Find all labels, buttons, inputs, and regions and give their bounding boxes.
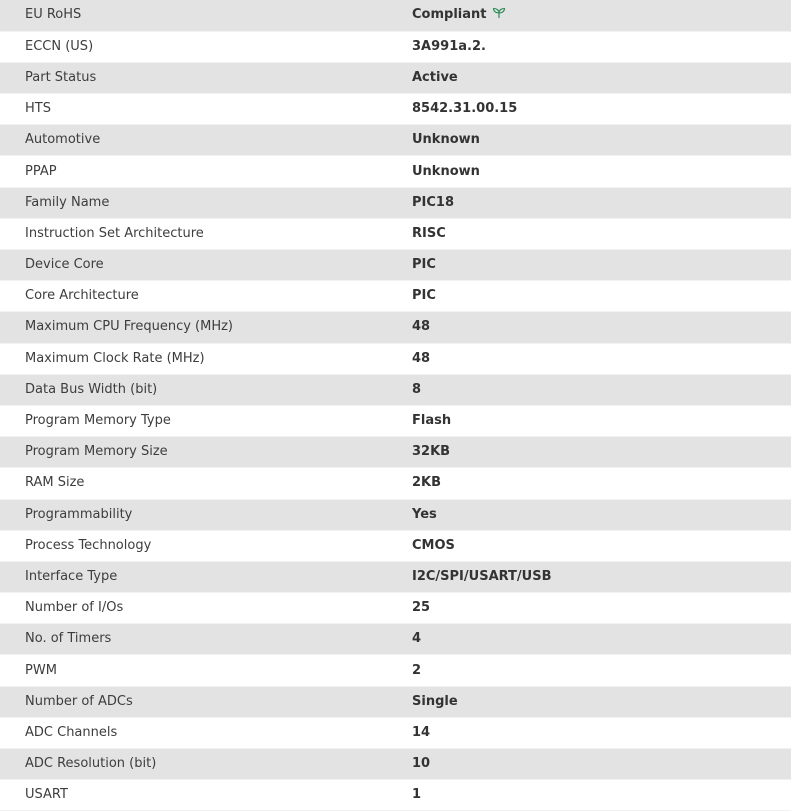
table-row: [0, 156, 791, 187]
table-row: [0, 499, 791, 530]
spec-label: Data Bus Width (bit): [0, 374, 412, 405]
spec-label: PWM: [0, 655, 412, 686]
spec-label: EU RoHS: [0, 0, 412, 31]
spec-value: 25: [412, 593, 791, 624]
table-row: [0, 31, 791, 62]
spec-value: 2: [412, 655, 791, 686]
spec-value: Active: [412, 62, 791, 93]
spec-value: CMOS: [412, 530, 791, 561]
table-row: [0, 655, 791, 686]
table-row: [0, 437, 791, 468]
table-row: [0, 250, 791, 281]
table-row: [0, 561, 791, 592]
spec-label: HTS: [0, 94, 412, 125]
spec-value: [412, 0, 791, 31]
spec-value: 3A991a.2.: [412, 31, 791, 62]
spec-value: Unknown: [412, 125, 791, 156]
table-row: [0, 749, 791, 780]
table-row: [0, 717, 791, 748]
table-row: [0, 0, 791, 31]
spec-value: Single: [412, 686, 791, 717]
table-row: [0, 593, 791, 624]
spec-value: Unknown: [412, 156, 791, 187]
spec-value: 8542.31.00.15: [412, 94, 791, 125]
spec-label: PPAP: [0, 156, 412, 187]
spec-label: Number of I/Os: [0, 593, 412, 624]
spec-label: ADC Channels: [0, 717, 412, 748]
spec-value: 1: [412, 780, 791, 811]
spec-label: Program Memory Size: [0, 437, 412, 468]
spec-label: ECCN (US): [0, 31, 412, 62]
table-row: [0, 686, 791, 717]
spec-value: 10: [412, 749, 791, 780]
spec-value: 48: [412, 343, 791, 374]
spec-label: Maximum Clock Rate (MHz): [0, 343, 412, 374]
table-row: [0, 218, 791, 249]
spec-label: Programmability: [0, 499, 412, 530]
spec-label: Interface Type: [0, 561, 412, 592]
table-row: [0, 94, 791, 125]
spec-value: 14: [412, 717, 791, 748]
spec-label: Automotive: [0, 125, 412, 156]
table-row: [0, 62, 791, 93]
spec-label: ADC Resolution (bit): [0, 749, 412, 780]
spec-value: PIC: [412, 281, 791, 312]
spec-value: 32KB: [412, 437, 791, 468]
spec-value: I2C/SPI/USART/USB: [412, 561, 791, 592]
spec-label: Core Architecture: [0, 281, 412, 312]
spec-value-text: Compliant: [412, 7, 487, 23]
spec-label: Process Technology: [0, 530, 412, 561]
spec-label: No. of Timers: [0, 624, 412, 655]
table-row: [0, 187, 791, 218]
spec-value: 2KB: [412, 468, 791, 499]
spec-label: Maximum CPU Frequency (MHz): [0, 312, 412, 343]
spec-label: Part Status: [0, 62, 412, 93]
table-row: [0, 405, 791, 436]
spec-label: Family Name: [0, 187, 412, 218]
spec-label: Number of ADCs: [0, 686, 412, 717]
table-row: [0, 343, 791, 374]
table-row: [0, 125, 791, 156]
spec-value: 8: [412, 374, 791, 405]
table-row: [0, 281, 791, 312]
spec-value: Flash: [412, 405, 791, 436]
table-row: [0, 312, 791, 343]
spec-value: PIC18: [412, 187, 791, 218]
table-row: [0, 780, 791, 811]
spec-value: Yes: [412, 499, 791, 530]
table-row: [0, 468, 791, 499]
table-row: [0, 530, 791, 561]
table-row: [0, 624, 791, 655]
table-row: [0, 374, 791, 405]
spec-label: Program Memory Type: [0, 405, 412, 436]
leaf-icon: [492, 7, 506, 19]
spec-value: RISC: [412, 218, 791, 249]
spec-value: PIC: [412, 250, 791, 281]
spec-value: 4: [412, 624, 791, 655]
spec-value: 48: [412, 312, 791, 343]
spec-label: Device Core: [0, 250, 412, 281]
spec-label: USART: [0, 780, 412, 811]
spec-label: RAM Size: [0, 468, 412, 499]
spec-label: Instruction Set Architecture: [0, 218, 412, 249]
